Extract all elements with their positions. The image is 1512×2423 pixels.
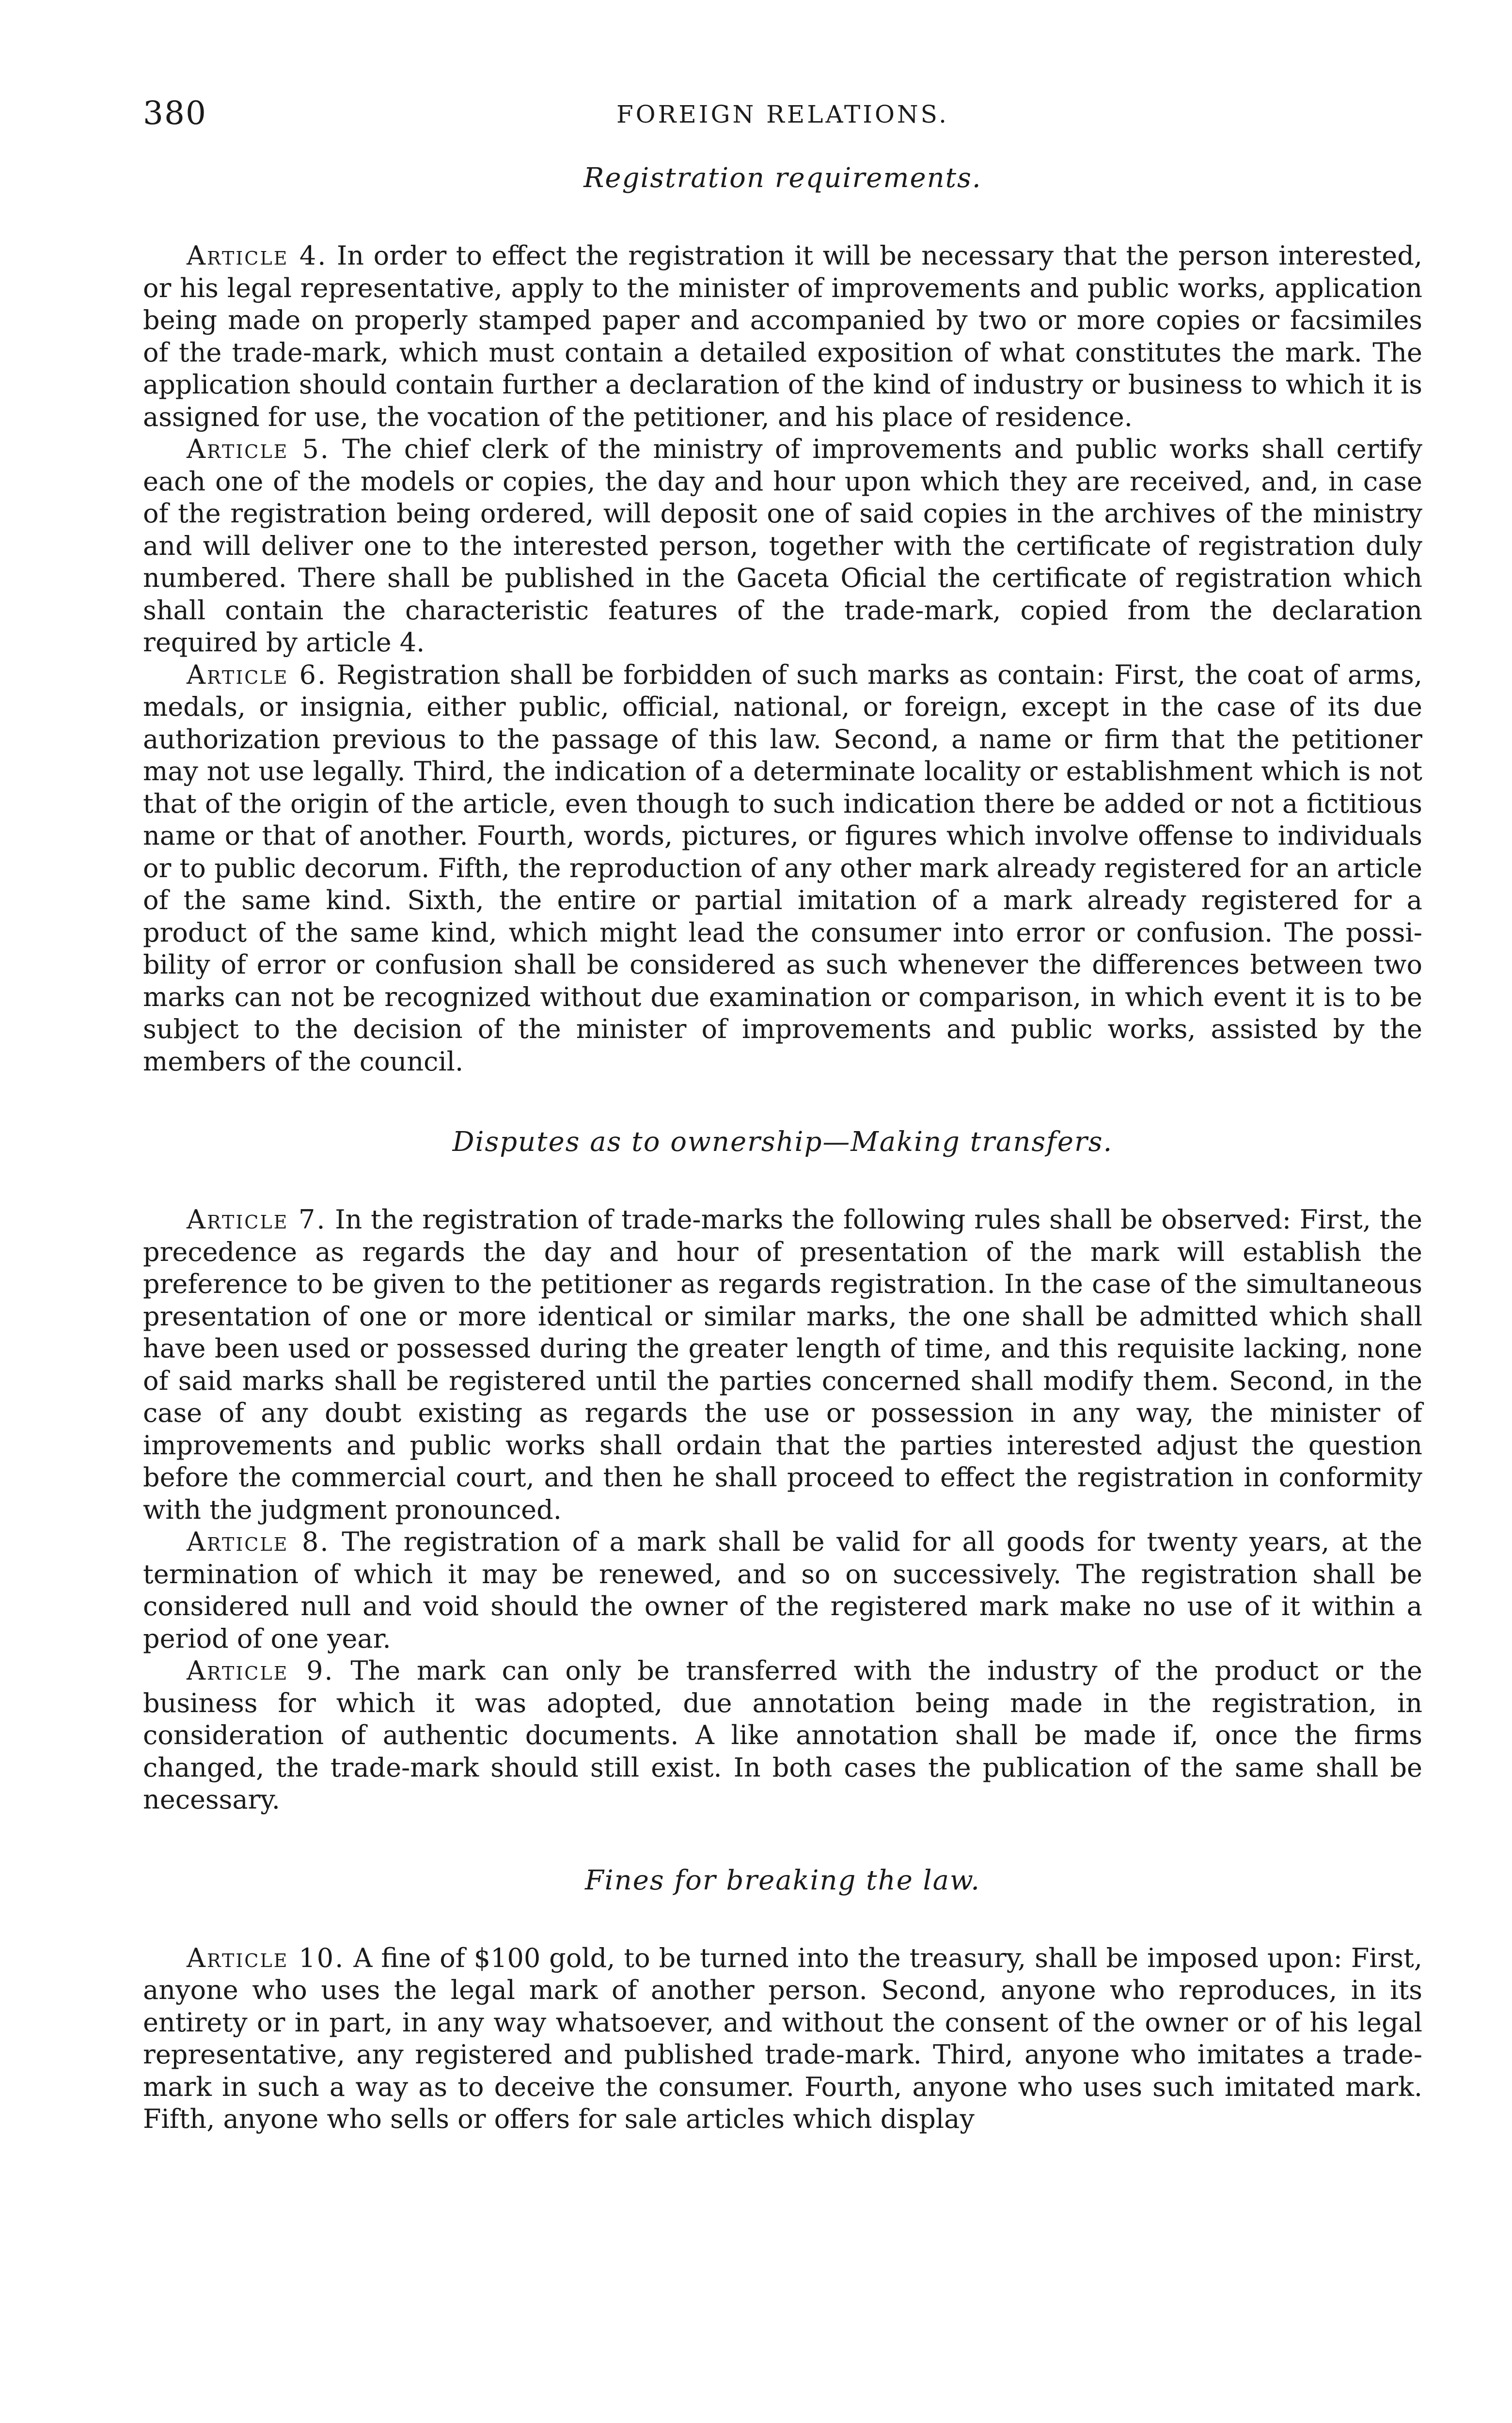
article-text: The chief clerk of the ministry of improvements and public works shall certify each one of the models or copies, the day and hour upon which they are received, and, in case of the registration being ordered, will deposit one of said copies in the archives of the ministry and will deliver one to the interested person, together with the certificate of registration duly numbered. There shall be published in the Gaceta Oficial the certificate of registration which shall contain the characteristic features of the trade-mark, copied from the declaration required by article 4.: [143, 434, 1422, 658]
article-8: [143, 1526, 1422, 1655]
page-number: 380: [143, 94, 207, 132]
section-heading: Disputes as to ownership—Making transfers.: [452, 1126, 1113, 1158]
article-text: In the registration of trade-marks the following rules shall be observed: First, the precedence as regards the day and hour of presentation of the mark will establish the preference to be given to the petitioner as regards registration. In the case of the simultaneous presentation of one or more identical or similar marks, the one shall be admitted which shall have been used or possessed during the greater length of time, and this requisite lacking, none of said marks shall be registered until the parties concerned shall modify them. Second, in the case of any doubt existing as regards the use or possession in any way, the minister of improvements and public works shall ordain that the parties interested adjust the question before the commercial court, and then he shall proceed to effect the registration in conformity with the judgment pronounced.: [143, 1204, 1422, 1525]
section-heading: Registration requirements.: [583, 162, 982, 194]
document-page: [143, 94, 1422, 2421]
article-9: [143, 1655, 1422, 1816]
article-10: [143, 1942, 1422, 2136]
article-label: Article 6.: [187, 659, 328, 690]
running-title: FOREIGN RELATIONS.: [616, 100, 949, 128]
article-text: In order to effect the registration it will be necessary that the person interested, or his legal representative, apply to the minister of improvements and public works, application being made on properly stamped paper and accompanied by two or more copies or facsimiles of the trade-mark, which must contain a detailed exposition of what constitutes the mark. The application should contain further a declaration of the kind of industry or business to which it is assigned for use, the vocation of the petitioner, and his place of residence.: [143, 240, 1422, 432]
article-text: The registration of a mark shall be valid for all goods for twenty years, at the termination of which it may be renewed, and so on successively. The registration shall be considered null and void should the owner of the registered mark make no use of it within a period of one year.: [143, 1526, 1422, 1654]
article-text: A fine of $100 gold, to be turned into the treasury, shall be imposed upon: First, anyone who uses the legal mark of another person. Second, anyone who reproduces, in its entirety or in part, in any way whatsoever, and without the consent of the owner or of his legal representative, any registered and published trade-mark. Third, anyone who imitates a trade-mark in such a way as to deceive the consumer. Fourth, anyone who uses such imitated mark. Fifth, anyone who sells or offers for sale articles which display: [143, 1942, 1422, 2134]
section-heading: Fines for breaking the law.: [584, 1864, 981, 1896]
article-text: Registration shall be forbidden of such marks as contain: First, the coat of arms, medals, or insignia, either public, official, national, or foreign, except in the case of its due authorization previous to the passage of this law. Second, a name or firm that the petitioner may not use legally. Third, the indication of a determinate locality or establishment which is not that of the origin of the article, even though to such indication there be added or not a fictitious name or that of another. Fourth, words, pictures, or figures which involve offense to individuals or to public decorum. Fifth, the reproduction of any other mark already registered for an article of the same kind. Sixth, the entire or partial imitation of a mark already registered for a product of the same kind, which might lead the consumer into error or confusion. The possibility of error or confusion shall be considered as such whenever the differences between two marks can not be recognized without due examination or comparison, in which event it is to be subject to the decision of the minister of improvements and public works, assisted by the members of the council.: [143, 659, 1422, 1077]
article-label: Article 8.: [187, 1526, 330, 1557]
article-label: Article 10.: [187, 1942, 345, 1973]
article-text: The mark can only be transferred with the industry of the product or the business for which it was adopted, due annotation being made in the registration, in consideration of authentic documents. A like annotation shall be made if, once the firms changed, the trade-mark should still exist. In both cases the publication of the same shall be necessary.: [143, 1655, 1422, 1815]
article-label: Article 4.: [187, 240, 328, 271]
running-head: [143, 94, 1422, 143]
article-6: [143, 659, 1422, 1078]
article-7: [143, 1204, 1422, 1526]
section-registration-requirements: [143, 162, 1422, 1078]
article-label: Article 9.: [187, 1655, 334, 1686]
article-label: Article 7.: [187, 1204, 327, 1235]
section-fines: [143, 1865, 1422, 2136]
article-5: [143, 433, 1422, 659]
article-label: Article 5.: [187, 434, 330, 464]
section-disputes-ownership: [143, 1126, 1422, 1816]
article-4: [143, 240, 1422, 433]
